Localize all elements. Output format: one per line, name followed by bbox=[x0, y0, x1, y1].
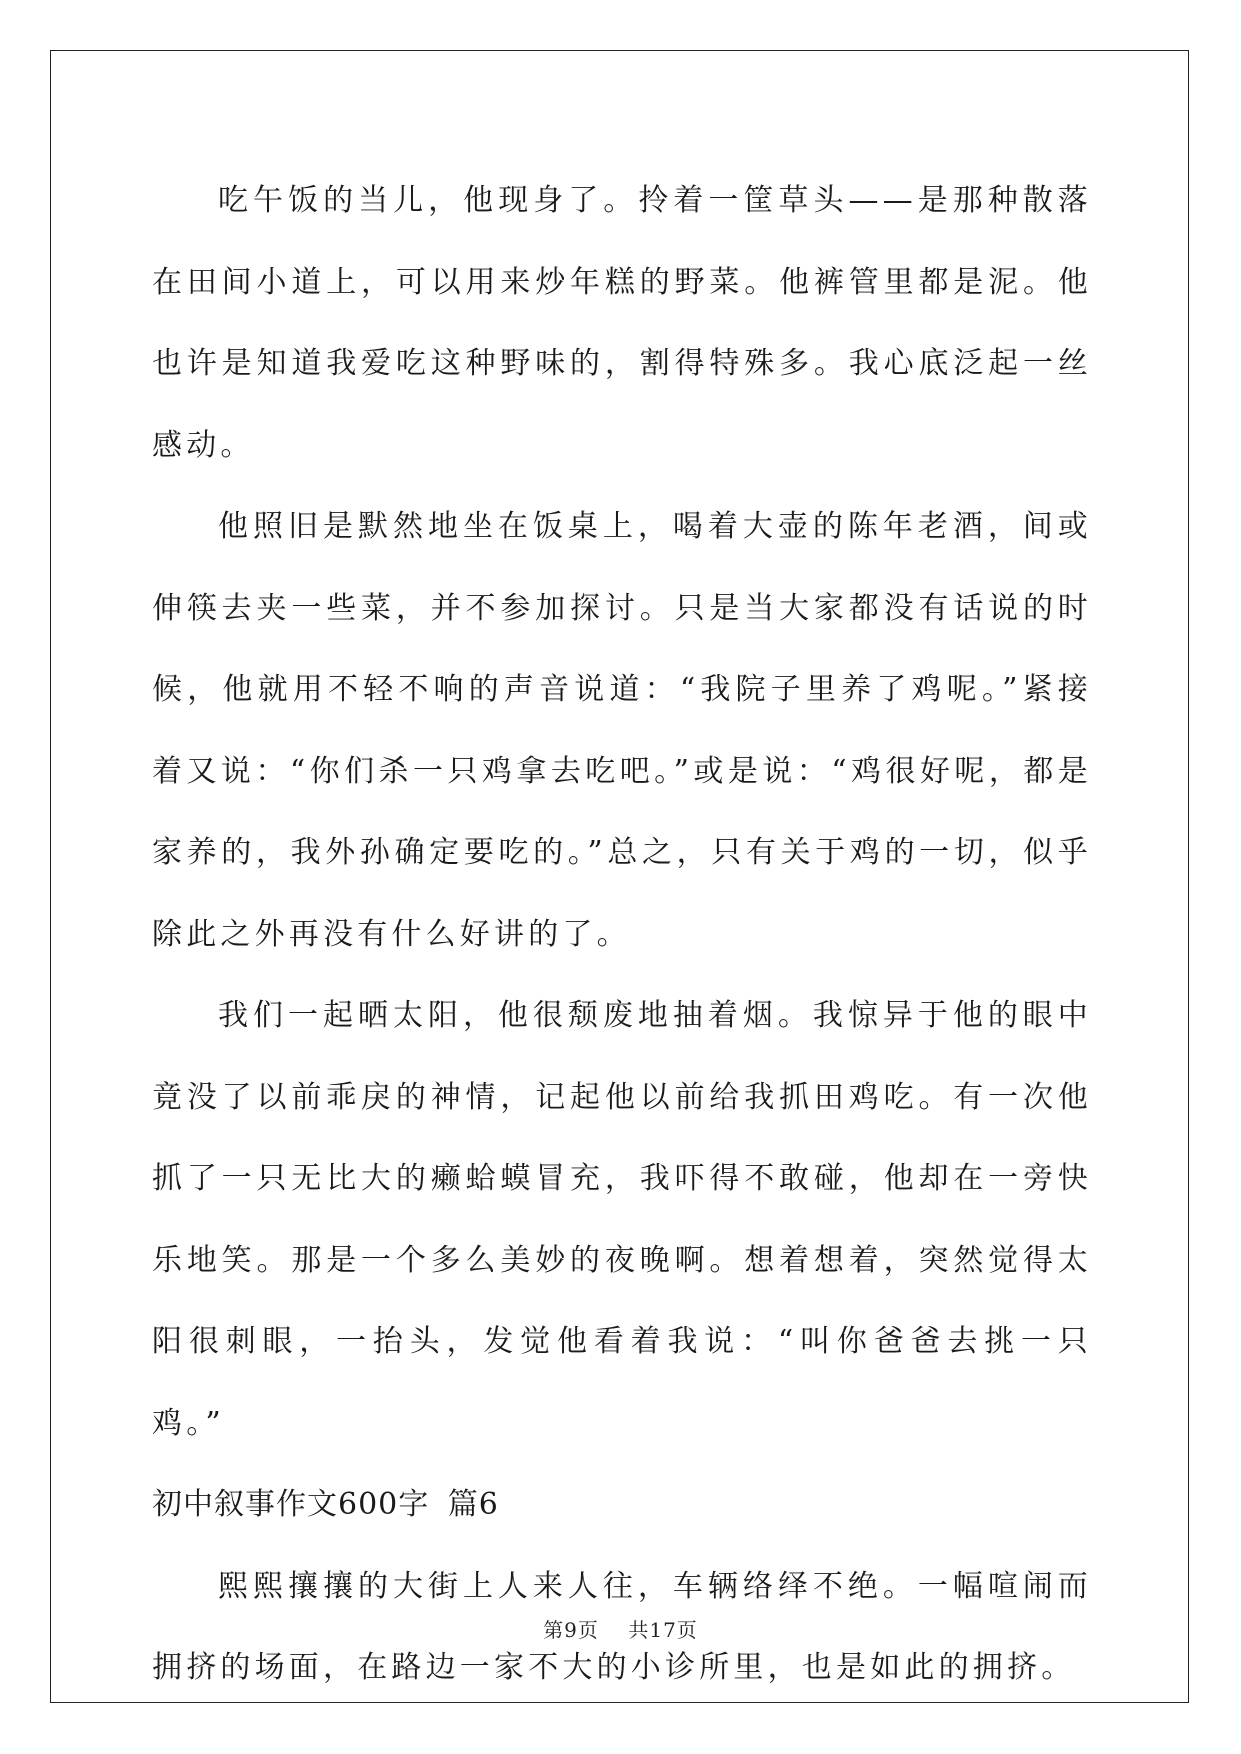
page-footer bbox=[0, 1614, 1241, 1643]
section-paragraph-1: 熙熙攘攘的大街上人来人往，车辆络绎不绝。一幅喧闹而拥挤的场面，在路边一家不大的小诊所里，也是如此的拥挤。 bbox=[152, 1568, 1092, 1685]
page-total: 共17页 bbox=[628, 1618, 698, 1642]
section-heading: 初中叙事作文600字 篇6 bbox=[152, 1487, 499, 1522]
page-number: 第9页 bbox=[543, 1618, 599, 1642]
body-paragraph-2: 他照旧是默然地坐在饭桌上，喝着大壶的陈年老酒，间或伸筷去夹一些菜，并不参加探讨。只是当大家都没有话说的时候，他就用不轻不响的声音说道：“我院子里养了鸡呢。”紧接着又说：“你们杀一只鸡拿去吃吧。”或是说：“鸡很好呢，都是家养的，我外孙确定要吃的。”总之，只有关于鸡的一切，似乎除此之外再没有什么好讲的了。 bbox=[152, 509, 1092, 952]
body-paragraph-1: 吃午饭的当儿，他现身了。拎着一筐草头——是那种散落在田间小道上，可以用来炒年糕的野菜。他裤管里都是泥。他也许是知道我爱吃这种野味的，割得特殊多。我心底泛起一丝感动。 bbox=[152, 183, 1092, 463]
body-paragraph-3: 我们一起晒太阳，他很颓废地抽着烟。我惊异于他的眼中竟没了以前乖戾的神情，记起他以前给我抓田鸡吃。有一次他抓了一只无比大的癞蛤蟆冒充，我吓得不敢碰，他却在一旁快乐地笑。那是一个多么美妙的夜晚啊。想着想着，突然觉得太阳很刺眼，一抬头，发觉他看着我说：“叫你爸爸去挑一只鸡。” bbox=[152, 998, 1092, 1441]
document-body bbox=[152, 160, 1092, 1709]
